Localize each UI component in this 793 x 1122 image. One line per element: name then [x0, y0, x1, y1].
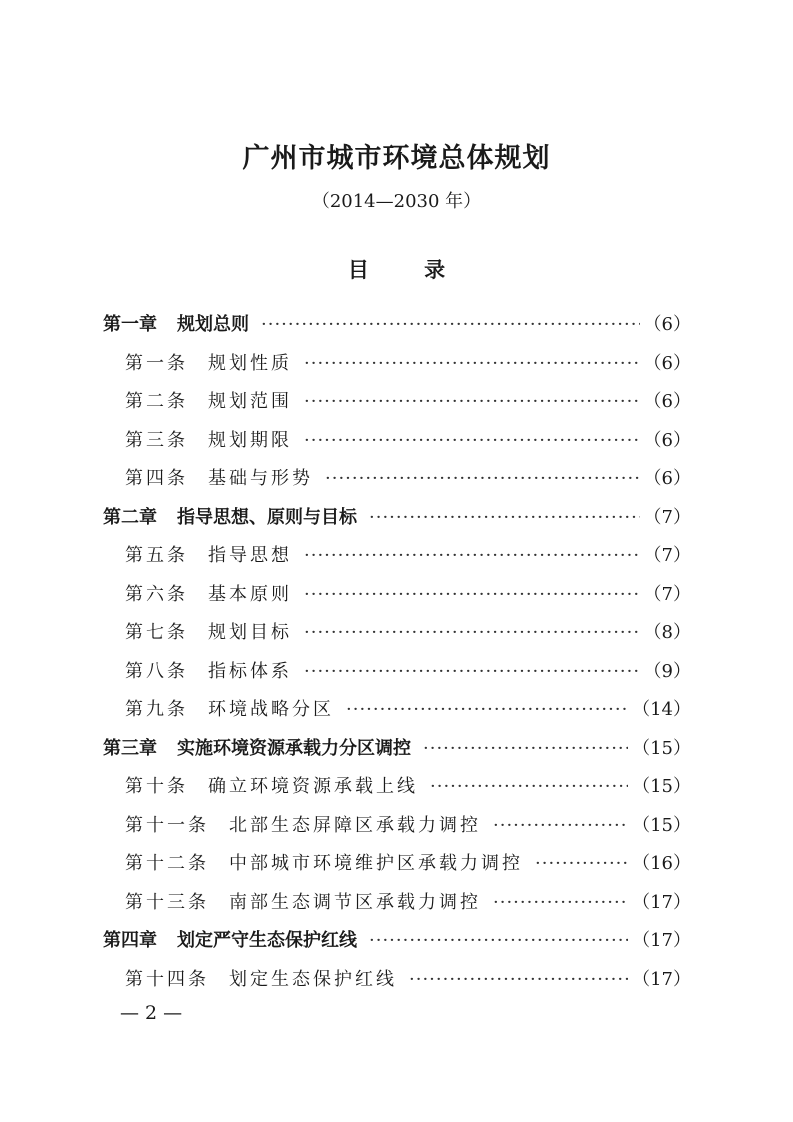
- toc-entry-label: 第六条: [125, 583, 188, 605]
- toc-article-row[interactable]: [103, 460, 691, 499]
- toc-entry-page: （16）: [632, 853, 691, 874]
- toc-dot-leader: [304, 614, 640, 653]
- toc-entry-label: 第七条: [125, 622, 188, 643]
- toc-entry-page: （8）: [643, 622, 691, 643]
- toc-entry-title: 划定严守生态保护红线: [177, 930, 357, 951]
- toc-dot-leader: [369, 499, 640, 538]
- toc-entry-page: （14）: [632, 699, 691, 720]
- toc-article-row[interactable]: [103, 653, 691, 692]
- toc-article-row[interactable]: [103, 537, 691, 576]
- toc-article-row[interactable]: [103, 345, 691, 384]
- toc-entry-label: 第二条: [125, 391, 188, 412]
- toc-dot-leader: [304, 383, 640, 422]
- toc-entry-page: （17）: [632, 968, 691, 990]
- toc-article-row[interactable]: [103, 383, 691, 422]
- document-title: 广州市城市环境总体规划: [242, 143, 551, 174]
- toc-entry-label: 第三条: [125, 429, 188, 451]
- table-of-contents: [103, 306, 691, 999]
- toc-entry-title: 中部城市环境维护区承载力调控: [229, 853, 523, 874]
- toc-dot-leader: [304, 422, 640, 461]
- toc-entry-page: （9）: [643, 660, 691, 682]
- toc-entry-title: 划定生态保护红线: [229, 968, 397, 990]
- toc-entry-page: （17）: [632, 930, 691, 951]
- toc-entry-title: 规划目标: [208, 622, 292, 643]
- toc-entry-page: （15）: [632, 814, 691, 836]
- toc-chapter-row[interactable]: [103, 730, 691, 769]
- toc-entry-label: 第十条: [125, 776, 188, 797]
- toc-entry-title: 指导思想: [208, 545, 292, 566]
- toc-article-row[interactable]: [103, 576, 691, 615]
- toc-article-row[interactable]: [103, 691, 691, 730]
- toc-article-row[interactable]: [103, 961, 691, 1000]
- toc-entry-label: 第一条: [125, 352, 188, 374]
- toc-entry-label: 第二章: [103, 506, 157, 528]
- toc-entry-title: 规划期限: [208, 429, 292, 451]
- toc-entry-label: 第一章: [103, 314, 157, 335]
- toc-entry-title: 规划范围: [208, 391, 292, 412]
- toc-chapter-row[interactable]: [103, 306, 691, 345]
- toc-entry-title: 指导思想、原则与目标: [177, 506, 357, 528]
- toc-entry-page: （7）: [643, 545, 691, 566]
- toc-entry-label: 第八条: [125, 660, 188, 682]
- toc-article-row[interactable]: [103, 845, 691, 884]
- page-number: — 2 —: [120, 1002, 183, 1024]
- toc-heading: 目 录: [347, 258, 470, 282]
- toc-dot-leader: [261, 306, 640, 345]
- toc-dot-leader: [325, 460, 640, 499]
- toc-dot-leader: [346, 691, 628, 730]
- toc-entry-page: （6）: [643, 314, 691, 335]
- toc-dot-leader: [304, 653, 640, 692]
- toc-dot-leader: [369, 922, 628, 961]
- toc-article-row[interactable]: [103, 807, 691, 846]
- toc-entry-label: 第四章: [103, 930, 157, 951]
- toc-article-row[interactable]: [103, 884, 691, 923]
- toc-dot-leader: [304, 537, 640, 576]
- toc-entry-label: 第十三条: [125, 891, 209, 913]
- toc-dot-leader: [423, 730, 628, 769]
- toc-article-row[interactable]: [103, 614, 691, 653]
- toc-entry-page: （6）: [643, 352, 691, 374]
- toc-article-row[interactable]: [103, 768, 691, 807]
- toc-dot-leader: [304, 345, 640, 384]
- toc-entry-title: 北部生态屏障区承载力调控: [229, 814, 481, 836]
- toc-entry-title: 规划性质: [208, 352, 292, 374]
- toc-entry-title: 规划总则: [177, 314, 249, 335]
- toc-dot-leader: [430, 768, 628, 807]
- toc-article-row[interactable]: [103, 422, 691, 461]
- toc-entry-title: 南部生态调节区承载力调控: [229, 891, 481, 913]
- toc-entry-label: 第五条: [125, 545, 188, 566]
- toc-entry-title: 基本原则: [208, 583, 292, 605]
- toc-entry-page: （6）: [643, 429, 691, 451]
- toc-chapter-row[interactable]: [103, 499, 691, 538]
- toc-entry-page: （6）: [643, 391, 691, 412]
- toc-entry-title: 实施环境资源承载力分区调控: [177, 737, 411, 759]
- toc-chapter-row[interactable]: [103, 922, 691, 961]
- toc-entry-label: 第九条: [125, 699, 188, 720]
- toc-dot-leader: [493, 807, 628, 846]
- toc-entry-page: （6）: [643, 468, 691, 489]
- toc-entry-page: （15）: [632, 737, 691, 759]
- document-subtitle: （2014—2030 年）: [311, 191, 482, 212]
- toc-entry-page: （15）: [632, 776, 691, 797]
- toc-entry-title: 环境战略分区: [208, 699, 334, 720]
- toc-entry-title: 确立环境资源承载上线: [208, 776, 418, 797]
- toc-dot-leader: [409, 961, 628, 1000]
- toc-entry-label: 第十四条: [125, 968, 209, 990]
- toc-entry-label: 第四条: [125, 468, 188, 489]
- toc-entry-title: 指标体系: [208, 660, 292, 682]
- toc-entry-title: 基础与形势: [208, 468, 313, 489]
- toc-entry-label: 第十一条: [125, 814, 209, 836]
- toc-entry-page: （17）: [632, 891, 691, 913]
- toc-dot-leader: [304, 576, 640, 615]
- toc-dot-leader: [535, 845, 628, 884]
- toc-dot-leader: [493, 884, 628, 923]
- toc-entry-label: 第十二条: [125, 853, 209, 874]
- toc-entry-label: 第三章: [103, 737, 157, 759]
- toc-entry-page: （7）: [643, 506, 691, 528]
- toc-entry-page: （7）: [643, 583, 691, 605]
